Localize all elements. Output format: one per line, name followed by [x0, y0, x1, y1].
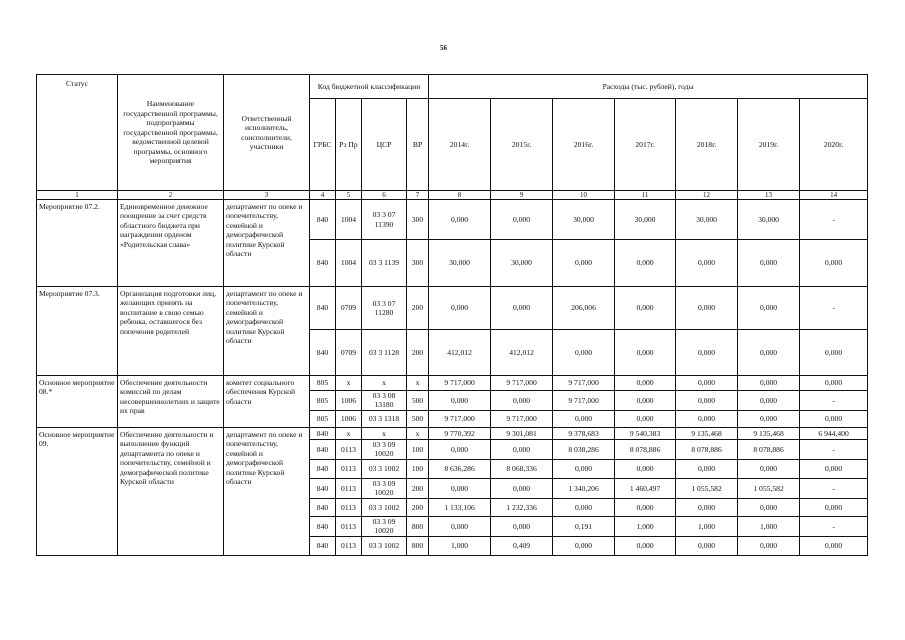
column-number: 2 [118, 191, 224, 200]
value-cell: 6 944,400 [800, 427, 868, 439]
rzpr-cell: 1006 [336, 391, 362, 411]
header-status: Статус [37, 75, 118, 191]
header-year: 2014г. [429, 99, 491, 191]
value-cell: 0,000 [676, 330, 738, 376]
value-cell: 30,000 [615, 200, 676, 240]
value-cell: 0,000 [491, 200, 553, 240]
value-cell: 0,000 [738, 498, 800, 516]
row-name: Организация подготовки лиц, желающих принять на воспитание в свою семью ребенка, оставшегося без попечения родителей [118, 287, 224, 376]
column-number: 14 [800, 191, 868, 200]
value-cell: - [800, 391, 868, 411]
csr-cell: 03 3 08 13180 [362, 391, 407, 411]
value-cell: 8 078,886 [676, 439, 738, 459]
value-cell: 1,000 [615, 516, 676, 536]
value-cell: 0,000 [676, 391, 738, 411]
row-name: Обеспечение деятельности комиссий по делам несовершеннолетних и защите их прав [118, 376, 224, 428]
value-cell: 0,000 [615, 498, 676, 516]
value-cell: 0,000 [738, 536, 800, 555]
column-number: 5 [336, 191, 362, 200]
column-number: 9 [491, 191, 553, 200]
header-year: 2020г. [800, 99, 868, 191]
value-cell: 0,000 [676, 240, 738, 287]
header-year: 2015г. [491, 99, 553, 191]
row-status: Мероприятие 07.2. [37, 200, 118, 287]
value-cell: 1,000 [676, 516, 738, 536]
row-status: Основное мероприятие 09. [37, 427, 118, 555]
header-expenses: Расходы (тыс. рублей), годы [429, 75, 868, 99]
value-cell: 0,409 [491, 536, 553, 555]
value-cell: 0,000 [800, 459, 868, 478]
value-cell: 1 133,106 [429, 498, 491, 516]
value-cell: 0,000 [676, 410, 738, 427]
value-cell: 0,000 [676, 498, 738, 516]
value-cell: 8 078,886 [615, 439, 676, 459]
value-cell: 1 340,206 [553, 478, 615, 498]
value-cell: 9 717,000 [429, 376, 491, 391]
csr-cell: 03 3 09 10020 [362, 439, 407, 459]
value-cell: 0,000 [800, 240, 868, 287]
grbs-cell: 840 [310, 287, 336, 330]
value-cell: 0,000 [676, 459, 738, 478]
row-executor: комитет социального обеспечения Курской области [224, 376, 310, 428]
row-status: Мероприятие 07.3. [37, 287, 118, 376]
value-cell: - [800, 516, 868, 536]
header-budget-code: Код бюджетной классификации [310, 75, 429, 99]
vr-cell: 300 [407, 240, 429, 287]
vr-cell: 100 [407, 439, 429, 459]
csr-cell: 03 3 07 11390 [362, 200, 407, 240]
vr-cell: 200 [407, 330, 429, 376]
value-cell: 8 038,286 [553, 439, 615, 459]
value-cell: 9 301,081 [491, 427, 553, 439]
grbs-cell: 840 [310, 200, 336, 240]
grbs-cell: 805 [310, 410, 336, 427]
value-cell: 0,000 [553, 410, 615, 427]
value-cell: 1,000 [738, 516, 800, 536]
column-number: 11 [615, 191, 676, 200]
value-cell: 0,000 [429, 439, 491, 459]
value-cell: 0,000 [738, 240, 800, 287]
rzpr-cell: 0113 [336, 439, 362, 459]
vr-cell: 200 [407, 478, 429, 498]
table-row [37, 287, 868, 330]
value-cell: 1 232,336 [491, 498, 553, 516]
row-name: Обеспечение деятельности и выполнение функций департамента по опеке и попечительству, семейной и демографической политике Курской области [118, 427, 224, 555]
value-cell: 8 636,286 [429, 459, 491, 478]
vr-cell: 500 [407, 410, 429, 427]
value-cell: 0,000 [615, 536, 676, 555]
vr-cell: 800 [407, 536, 429, 555]
grbs-cell: 805 [310, 391, 336, 411]
rzpr-cell: 0113 [336, 498, 362, 516]
column-number: 6 [362, 191, 407, 200]
value-cell: 0,000 [800, 536, 868, 555]
column-number: 4 [310, 191, 336, 200]
rzpr-cell: x [336, 427, 362, 439]
value-cell: 0,000 [676, 536, 738, 555]
value-cell: 8 068,336 [491, 459, 553, 478]
csr-cell: 03 3 1002 [362, 498, 407, 516]
value-cell: 0,000 [615, 391, 676, 411]
value-cell: - [800, 478, 868, 498]
csr-cell: 03 3 1002 [362, 459, 407, 478]
value-cell: 0,000 [615, 410, 676, 427]
value-cell: - [800, 287, 868, 330]
value-cell: 0,000 [491, 516, 553, 536]
rzpr-cell: 0113 [336, 516, 362, 536]
csr-cell: 03 3 07 11280 [362, 287, 407, 330]
value-cell: 0,191 [553, 516, 615, 536]
value-cell: 0,000 [800, 498, 868, 516]
value-cell: 1 460,497 [615, 478, 676, 498]
table-row [37, 427, 868, 439]
vr-cell: 200 [407, 287, 429, 330]
csr-cell: x [362, 427, 407, 439]
rzpr-cell: 1006 [336, 410, 362, 427]
csr-cell: 03 3 1139 [362, 240, 407, 287]
row-name: Единовременное денежное поощрение за счет средств областного бюджета при награждении орденом «Родительская слава» [118, 200, 224, 287]
header-grbs: ГРБС [310, 99, 336, 191]
header-year: 2018г. [676, 99, 738, 191]
column-number: 10 [553, 191, 615, 200]
column-number: 1 [37, 191, 118, 200]
table-row [37, 376, 868, 391]
grbs-cell: 840 [310, 498, 336, 516]
value-cell: 9 717,000 [491, 410, 553, 427]
value-cell: 9 378,683 [553, 427, 615, 439]
grbs-cell: 840 [310, 459, 336, 478]
value-cell: 0,000 [491, 391, 553, 411]
row-executor: департамент по опеке и попечительству, семейной и демографической политике Курской области [224, 200, 310, 287]
rzpr-cell: 1004 [336, 200, 362, 240]
rzpr-cell: 0113 [336, 459, 362, 478]
csr-cell: x [362, 376, 407, 391]
csr-cell: 03 3 1128 [362, 330, 407, 376]
value-cell: 0,000 [738, 391, 800, 411]
value-cell: 0,000 [429, 391, 491, 411]
row-status: Основное мероприятие 08.* [37, 376, 118, 428]
row-executor: департамент по опеке и попечительству, семейной и демографической политике Курской области [224, 427, 310, 555]
value-cell: 0,000 [738, 376, 800, 391]
value-cell: 0,000 [615, 287, 676, 330]
row-executor: департамент по опеке и попечительству, семейной и демографической политике Курской области [224, 287, 310, 376]
rzpr-cell: 0113 [336, 478, 362, 498]
value-cell: 0,000 [738, 287, 800, 330]
rzpr-cell: x [336, 376, 362, 391]
header-executor: Ответственный исполнитель, соисполнители, участники [224, 75, 310, 191]
value-cell: 9 717,000 [491, 376, 553, 391]
value-cell: 8 078,886 [738, 439, 800, 459]
header-name: Наименование государственной программы, подпрограммы государственной программы, ведомственной целевой программы, основного мероприятия [118, 75, 224, 191]
vr-cell: x [407, 376, 429, 391]
rzpr-cell: 0113 [336, 536, 362, 555]
value-cell: 0,000 [615, 330, 676, 376]
value-cell: 30,000 [738, 200, 800, 240]
table-row [37, 200, 868, 240]
vr-cell: 500 [407, 391, 429, 411]
grbs-cell: 840 [310, 536, 336, 555]
value-cell: 0,000 [429, 516, 491, 536]
grbs-cell: 840 [310, 240, 336, 287]
vr-cell: 200 [407, 498, 429, 516]
value-cell: 0,000 [615, 459, 676, 478]
value-cell: 30,000 [429, 240, 491, 287]
csr-cell: 03 3 09 10020 [362, 478, 407, 498]
vr-cell: x [407, 427, 429, 439]
value-cell: 9 135,468 [738, 427, 800, 439]
rzpr-cell: 0709 [336, 287, 362, 330]
page-number: 56 [440, 44, 447, 52]
value-cell: - [800, 200, 868, 240]
value-cell: 30,000 [676, 200, 738, 240]
csr-cell: 03 3 1002 [362, 536, 407, 555]
value-cell: 30,000 [553, 200, 615, 240]
budget-table [36, 74, 868, 556]
value-cell: 0,000 [429, 200, 491, 240]
value-cell: 0,000 [615, 376, 676, 391]
column-number: 7 [407, 191, 429, 200]
header-year: 2016г. [553, 99, 615, 191]
column-number: 13 [738, 191, 800, 200]
value-cell: 1 055,582 [738, 478, 800, 498]
header-year: 2019г. [738, 99, 800, 191]
grbs-cell: 805 [310, 376, 336, 391]
value-cell: 0,000 [800, 376, 868, 391]
value-cell: 0,000 [738, 459, 800, 478]
value-cell: 0,000 [553, 240, 615, 287]
value-cell: 0,000 [491, 478, 553, 498]
value-cell: 0,000 [491, 287, 553, 330]
value-cell: 0,000 [615, 240, 676, 287]
value-cell: 0,000 [429, 478, 491, 498]
vr-cell: 100 [407, 459, 429, 478]
grbs-cell: 840 [310, 478, 336, 498]
csr-cell: 03 3 1318 [362, 410, 407, 427]
value-cell: 412,012 [491, 330, 553, 376]
grbs-cell: 840 [310, 427, 336, 439]
grbs-cell: 840 [310, 516, 336, 536]
rzpr-cell: 0709 [336, 330, 362, 376]
vr-cell: 300 [407, 200, 429, 240]
value-cell: 9 770,392 [429, 427, 491, 439]
column-number: 3 [224, 191, 310, 200]
value-cell: 412,012 [429, 330, 491, 376]
header-csr: ЦСР [362, 99, 407, 191]
column-number: 12 [676, 191, 738, 200]
value-cell: 0,000 [800, 330, 868, 376]
value-cell: 0,000 [738, 330, 800, 376]
value-cell: 0,000 [553, 536, 615, 555]
value-cell: 9 540,383 [615, 427, 676, 439]
value-cell: 30,000 [491, 240, 553, 287]
value-cell: 0,000 [491, 439, 553, 459]
value-cell: 1,000 [429, 536, 491, 555]
grbs-cell: 840 [310, 330, 336, 376]
value-cell: 0,000 [738, 410, 800, 427]
value-cell: 0,000 [800, 410, 868, 427]
column-number: 8 [429, 191, 491, 200]
header-year: 2017г. [615, 99, 676, 191]
value-cell: 9 717,000 [553, 376, 615, 391]
csr-cell: 03 3 09 10020 [362, 516, 407, 536]
column-number-row [37, 191, 868, 200]
value-cell: - [800, 439, 868, 459]
value-cell: 0,000 [429, 287, 491, 330]
header-vr: ВР [407, 99, 429, 191]
value-cell: 0,000 [676, 287, 738, 330]
value-cell: 0,000 [553, 459, 615, 478]
rzpr-cell: 1004 [336, 240, 362, 287]
value-cell: 0,000 [553, 498, 615, 516]
value-cell: 9 717,000 [553, 391, 615, 411]
value-cell: 0,000 [676, 376, 738, 391]
vr-cell: 800 [407, 516, 429, 536]
value-cell: 206,006 [553, 287, 615, 330]
value-cell: 9 717,000 [429, 410, 491, 427]
value-cell: 1 055,582 [676, 478, 738, 498]
header-rzpr: Рз Пр [336, 99, 362, 191]
grbs-cell: 840 [310, 439, 336, 459]
value-cell: 9 135,468 [676, 427, 738, 439]
value-cell: 0,000 [553, 330, 615, 376]
